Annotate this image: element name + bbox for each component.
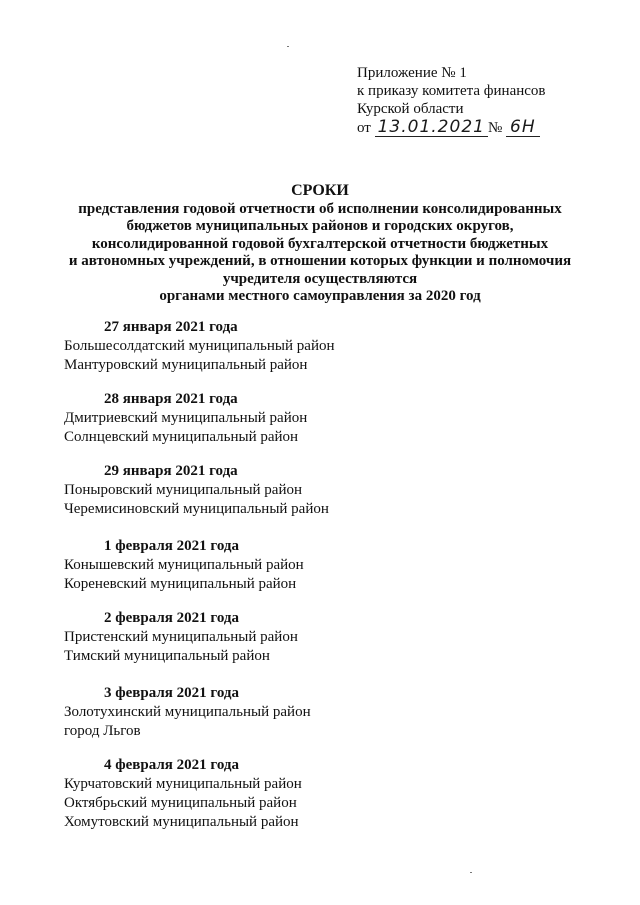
number-label: № — [487, 120, 503, 136]
district-name: Пристенский муниципальный район — [64, 629, 298, 645]
appendix-line-1: Приложение № 1 — [357, 65, 467, 81]
district-name: Кореневский муниципальный район — [64, 576, 297, 592]
ot-label: от — [357, 120, 371, 136]
district-name: город Льгов — [64, 723, 141, 739]
schedule-date: 27 января 2021 года — [104, 319, 238, 335]
district-name: Хомутовский муниципальный район — [64, 814, 299, 830]
schedule-group — [64, 609, 298, 666]
schedule-date: 28 января 2021 года — [104, 391, 238, 407]
schedule-group — [64, 537, 304, 594]
schedule-group — [64, 756, 302, 832]
schedule-date: 1 февраля 2021 года — [104, 538, 239, 554]
schedule-date: 3 февраля 2021 года — [104, 685, 239, 701]
district-name: Октябрьский муниципальный район — [64, 795, 297, 811]
district-name: Тимский муниципальный район — [64, 648, 270, 664]
schedule-date: 29 января 2021 года — [104, 463, 238, 479]
district-name: Черемисиновский муниципальный район — [64, 501, 329, 517]
appendix-date-line — [357, 118, 546, 137]
title-line: бюджетов муниципальных районов и городских округов, — [126, 218, 514, 234]
district-name: Курчатовский муниципальный район — [64, 776, 302, 792]
district-name: Дмитриевский муниципальный район — [64, 410, 308, 426]
district-name: Большесолдатский муниципальный район — [64, 338, 335, 354]
appendix-line-3: Курской области — [357, 101, 464, 117]
handwritten-date: 13.01.2021 — [375, 118, 488, 137]
appendix-header — [357, 64, 546, 137]
title-line: учредителя осуществляются — [222, 270, 418, 287]
handwritten-number: 6Н — [506, 118, 540, 137]
scan-speck — [470, 872, 472, 873]
schedule-group — [64, 390, 307, 447]
document-title — [40, 182, 600, 306]
appendix-line-2: к приказу комитета финансов — [357, 83, 546, 99]
district-name: Солнцевский муниципальный район — [64, 429, 299, 445]
schedule-date: 2 февраля 2021 года — [104, 610, 239, 626]
title-line: консолидированной годовой бухгалтерской отчетности бюджетных — [91, 235, 549, 252]
district-name: Золотухинский муниципальный район — [64, 704, 311, 720]
schedule-group — [64, 462, 329, 519]
district-name: Конышевский муниципальный район — [64, 557, 304, 573]
title-line: представления годовой отчетности об исполнении консолидированных — [78, 200, 562, 217]
schedule-group — [64, 318, 335, 375]
scan-speck — [287, 46, 289, 47]
schedule-date: 4 февраля 2021 года — [104, 757, 239, 773]
title-main: СРОКИ — [291, 182, 349, 199]
title-line: органами местного самоуправления за 2020 год — [159, 288, 481, 304]
schedule-group — [64, 684, 311, 741]
district-name: Поныровский муниципальный район — [64, 482, 303, 498]
title-line: и автономных учреждений, в отношении которых функции и полномочия — [68, 253, 572, 269]
district-name: Мантуровский муниципальный район — [64, 357, 308, 373]
